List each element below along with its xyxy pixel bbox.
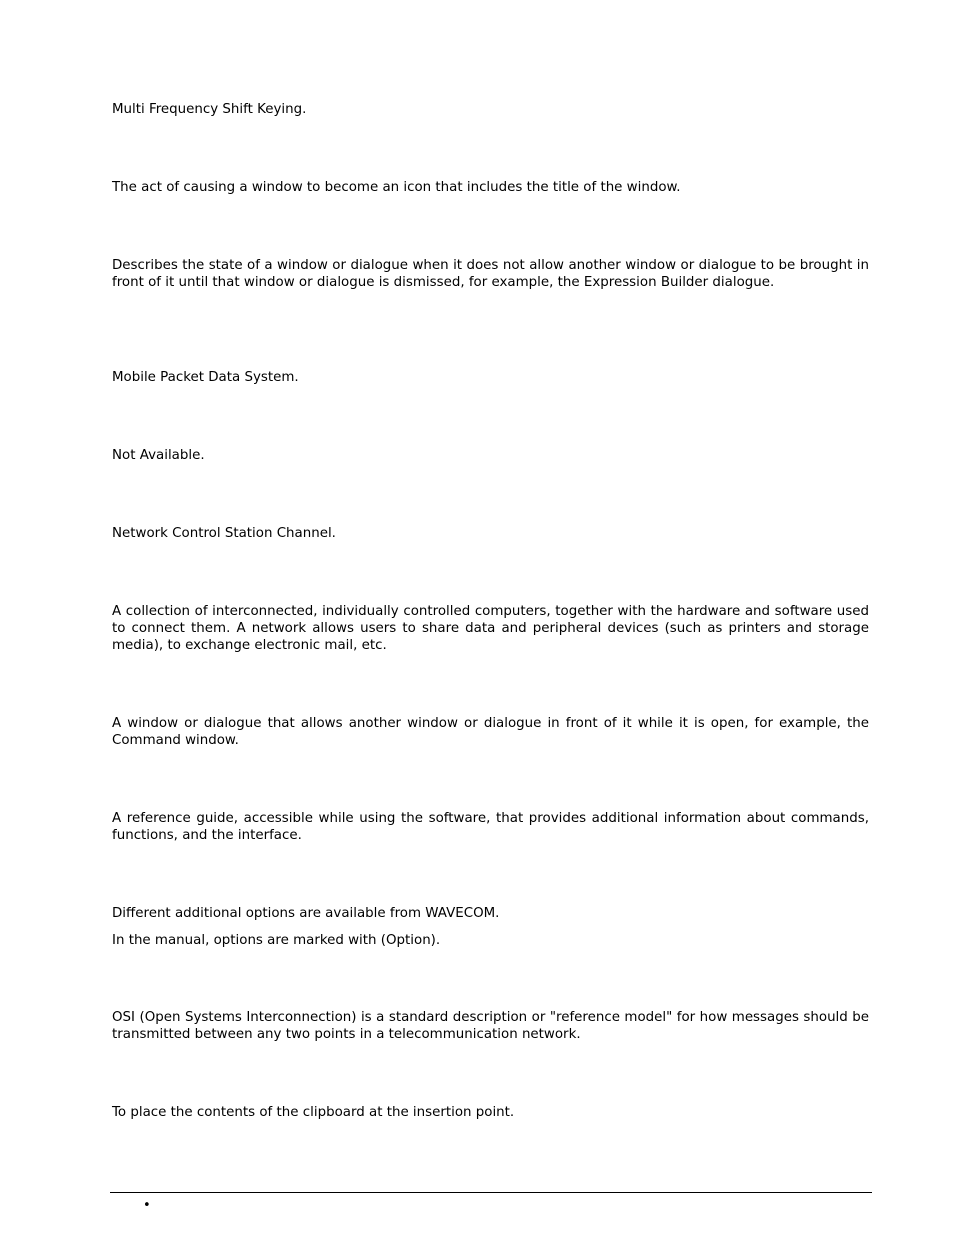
- definition-ncsc: Network Control Station Channel.: [112, 526, 336, 541]
- definition-modal: Describes the state of a window or dialogue when it does not allow another window or dialogue to be brought in front of it until that window or dialogue is dismissed, for example, the Expression Builder dialogue.: [112, 258, 869, 290]
- footer-bullet: •: [143, 1198, 151, 1213]
- definition-mfsk: Multi Frequency Shift Keying.: [112, 102, 307, 117]
- definition-osi: OSI (Open Systems Interconnection) is a standard description or "reference model" for how messages should be transmitted between any two points in a telecommunication network.: [112, 1010, 869, 1042]
- definition-nonmodal: A window or dialogue that allows another window or dialogue in front of it while it is open, for example, the Command window.: [112, 716, 869, 748]
- definition-minimize: The act of causing a window to become an icon that includes the title of the window.: [112, 180, 681, 195]
- definition-network: A collection of interconnected, individually controlled computers, together with the hardware and software used to connect them. A network allows users to share data and peripheral devices (such as printers and storage media), to exchange electronic mail, etc.: [112, 604, 869, 653]
- definition-paste: To place the contents of the clipboard at the insertion point.: [112, 1105, 515, 1120]
- definition-online-help: A reference guide, accessible while using the software, that provides additional information about commands, functions, and the interface.: [112, 811, 869, 843]
- definition-mpds: Mobile Packet Data System.: [112, 370, 299, 385]
- definition-option-note: In the manual, options are marked with (Option).: [112, 933, 441, 948]
- definition-na: Not Available.: [112, 448, 205, 463]
- footer-divider: [110, 1192, 872, 1193]
- definition-option: Different additional options are available from WAVECOM.: [112, 906, 500, 921]
